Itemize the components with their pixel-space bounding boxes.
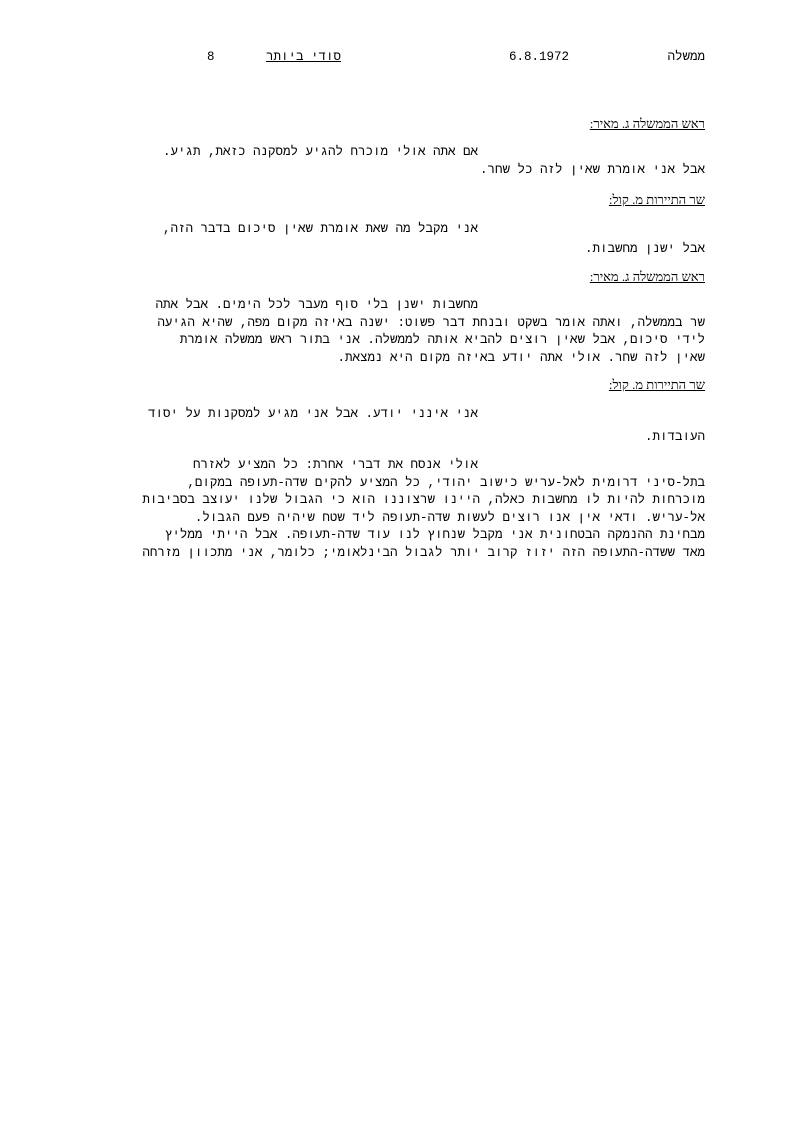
speech-line: אם אתה אולי מוכרח להגיע למסקנה כזאת, תגיע. [162,145,478,159]
speech-line: אל-עריש. ודאי אין אנו רוצים לעשות שדה-תעופה ליד שטח שיהיה פעם הגבול. [194,510,705,525]
speech-line: שר בממשלה, ואתה אומר בשקט ובנחת דבר פשוט: ישנה באיזה מקום מפה, שהיא הגיעה [157,315,705,330]
speech-line: מוכרחות להיות לו מחשבות כאלה, היינו שרצוננו הוא כי הגבול שלנו יעוצב בסביבות [142,493,705,507]
speech-line: העובדות. [644,429,705,444]
classification-label: סודי ביותר [266,50,342,64]
speech-line: אבל אני אומרת שאין לזה כל שחר. [479,162,705,177]
speech-line: בתל-סיני דרומית לאל-עריש כישוב יהודי, כל המציע להקים שדה-תעופה במקום, [187,475,705,490]
speech-line: אולי אנסח את דברי אחרת: כל המציע לאזרח [192,458,478,472]
document-type: ממשלה [667,50,705,64]
speech-line: לידי סיכום, אבל שאין רוצים להביא אותה לממשלה. אני בתור ראש ממשלה אומרת [179,333,705,347]
speech-paragraph [125,406,705,446]
speech-line: מאד ששדה-התעופה הזה יזוז קרוב יותר לגבול הבינלאומי; כלומר, אני מתכוון מזרחה [142,545,705,560]
speech-line: אבל ישנן מחשבות. [584,241,705,256]
speech-paragraph [125,221,705,258]
speaker-label: ראש הממשלה ג. מאיר: [589,269,705,284]
speaker-label: ראש הממשלה ג. מאיר: [589,116,705,131]
speech-line: מבחינת ההנמקה הבטחונית אני מקבל שנחוץ לנו עוד שדה-תעופה. אבל הייתי ממליץ [164,528,705,542]
speaker-label: שר התיירות מ. קול: [608,192,705,207]
speaker-label: שר התיירות מ. קול: [608,377,705,392]
speech-line: אני אינני יודע. אבל אני מגיע למסקנות על יסוד [147,407,478,421]
document-date: 6.8.1972 [509,50,570,64]
speech-paragraph [125,457,705,562]
speech-line: אני מקבל מה שאת אומרת שאין סיכום בדבר הזה, [162,222,478,236]
speech-line: שאין לזה שחר. אולי אתה יודע באיזה מקום היא נמצאת. [337,350,705,365]
speech-line: מחשבות ישנן בלי סוף מעבר לכל הימים. אבל אתה [155,298,478,312]
speech-paragraph [125,297,705,367]
page-number: 8 [207,50,215,64]
speech-paragraph [125,144,705,179]
